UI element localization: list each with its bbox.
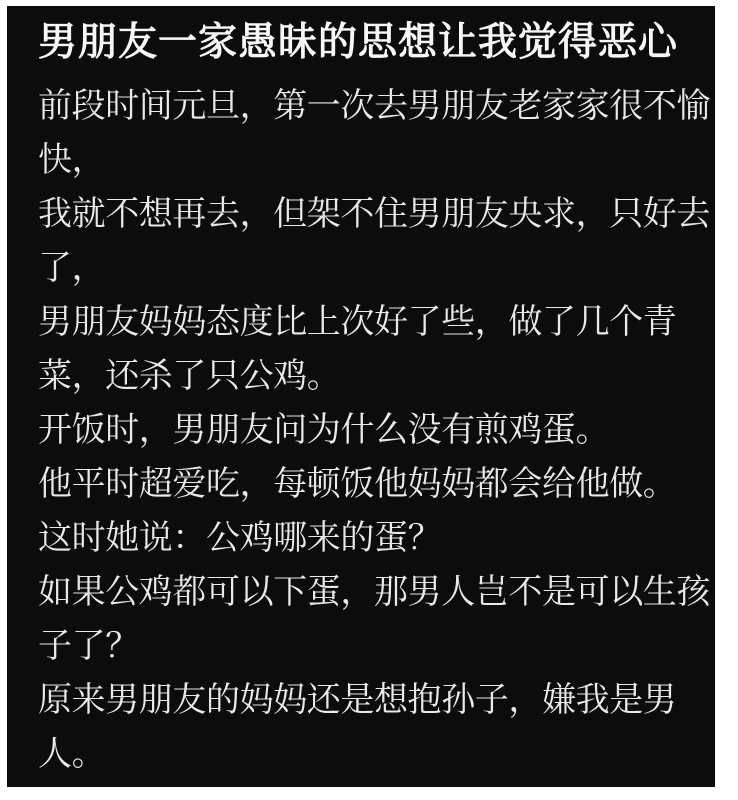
text-line: 了， <box>38 249 106 287</box>
text-line: 开饭时，男朋友问为什么没有煎鸡蛋。 <box>38 411 610 449</box>
text-line: 这时她说：公鸡哪来的蛋？ <box>38 519 442 557</box>
text-line: 如果公鸡都可以下蛋，那男人岂不是可以生孩 <box>38 573 710 611</box>
text-line: 前段时间元旦，第一次去男朋友老家家很不愉 <box>38 87 710 125</box>
text-line: 子了？ <box>38 627 139 665</box>
text-line: 原来男朋友的妈妈还是想抱孙子，嫌我是男 <box>38 681 677 719</box>
text-line: 人。 <box>38 735 106 773</box>
text-line: 我就不想再去，但架不住男朋友央求，只好去 <box>38 195 710 233</box>
text-line: 他平时超爱吃，每顿饭他妈妈都会给他做。 <box>38 465 677 503</box>
post-card <box>7 6 715 787</box>
text-line: 快， <box>38 141 106 179</box>
post-body <box>38 79 710 781</box>
post-title: 男朋友一家愚昧的思想让我觉得恶心 <box>38 21 679 64</box>
text-line: 菜，还杀了只公鸡。 <box>38 357 341 395</box>
text-line: 男朋友妈妈态度比上次好了些，做了几个青 <box>38 303 677 341</box>
